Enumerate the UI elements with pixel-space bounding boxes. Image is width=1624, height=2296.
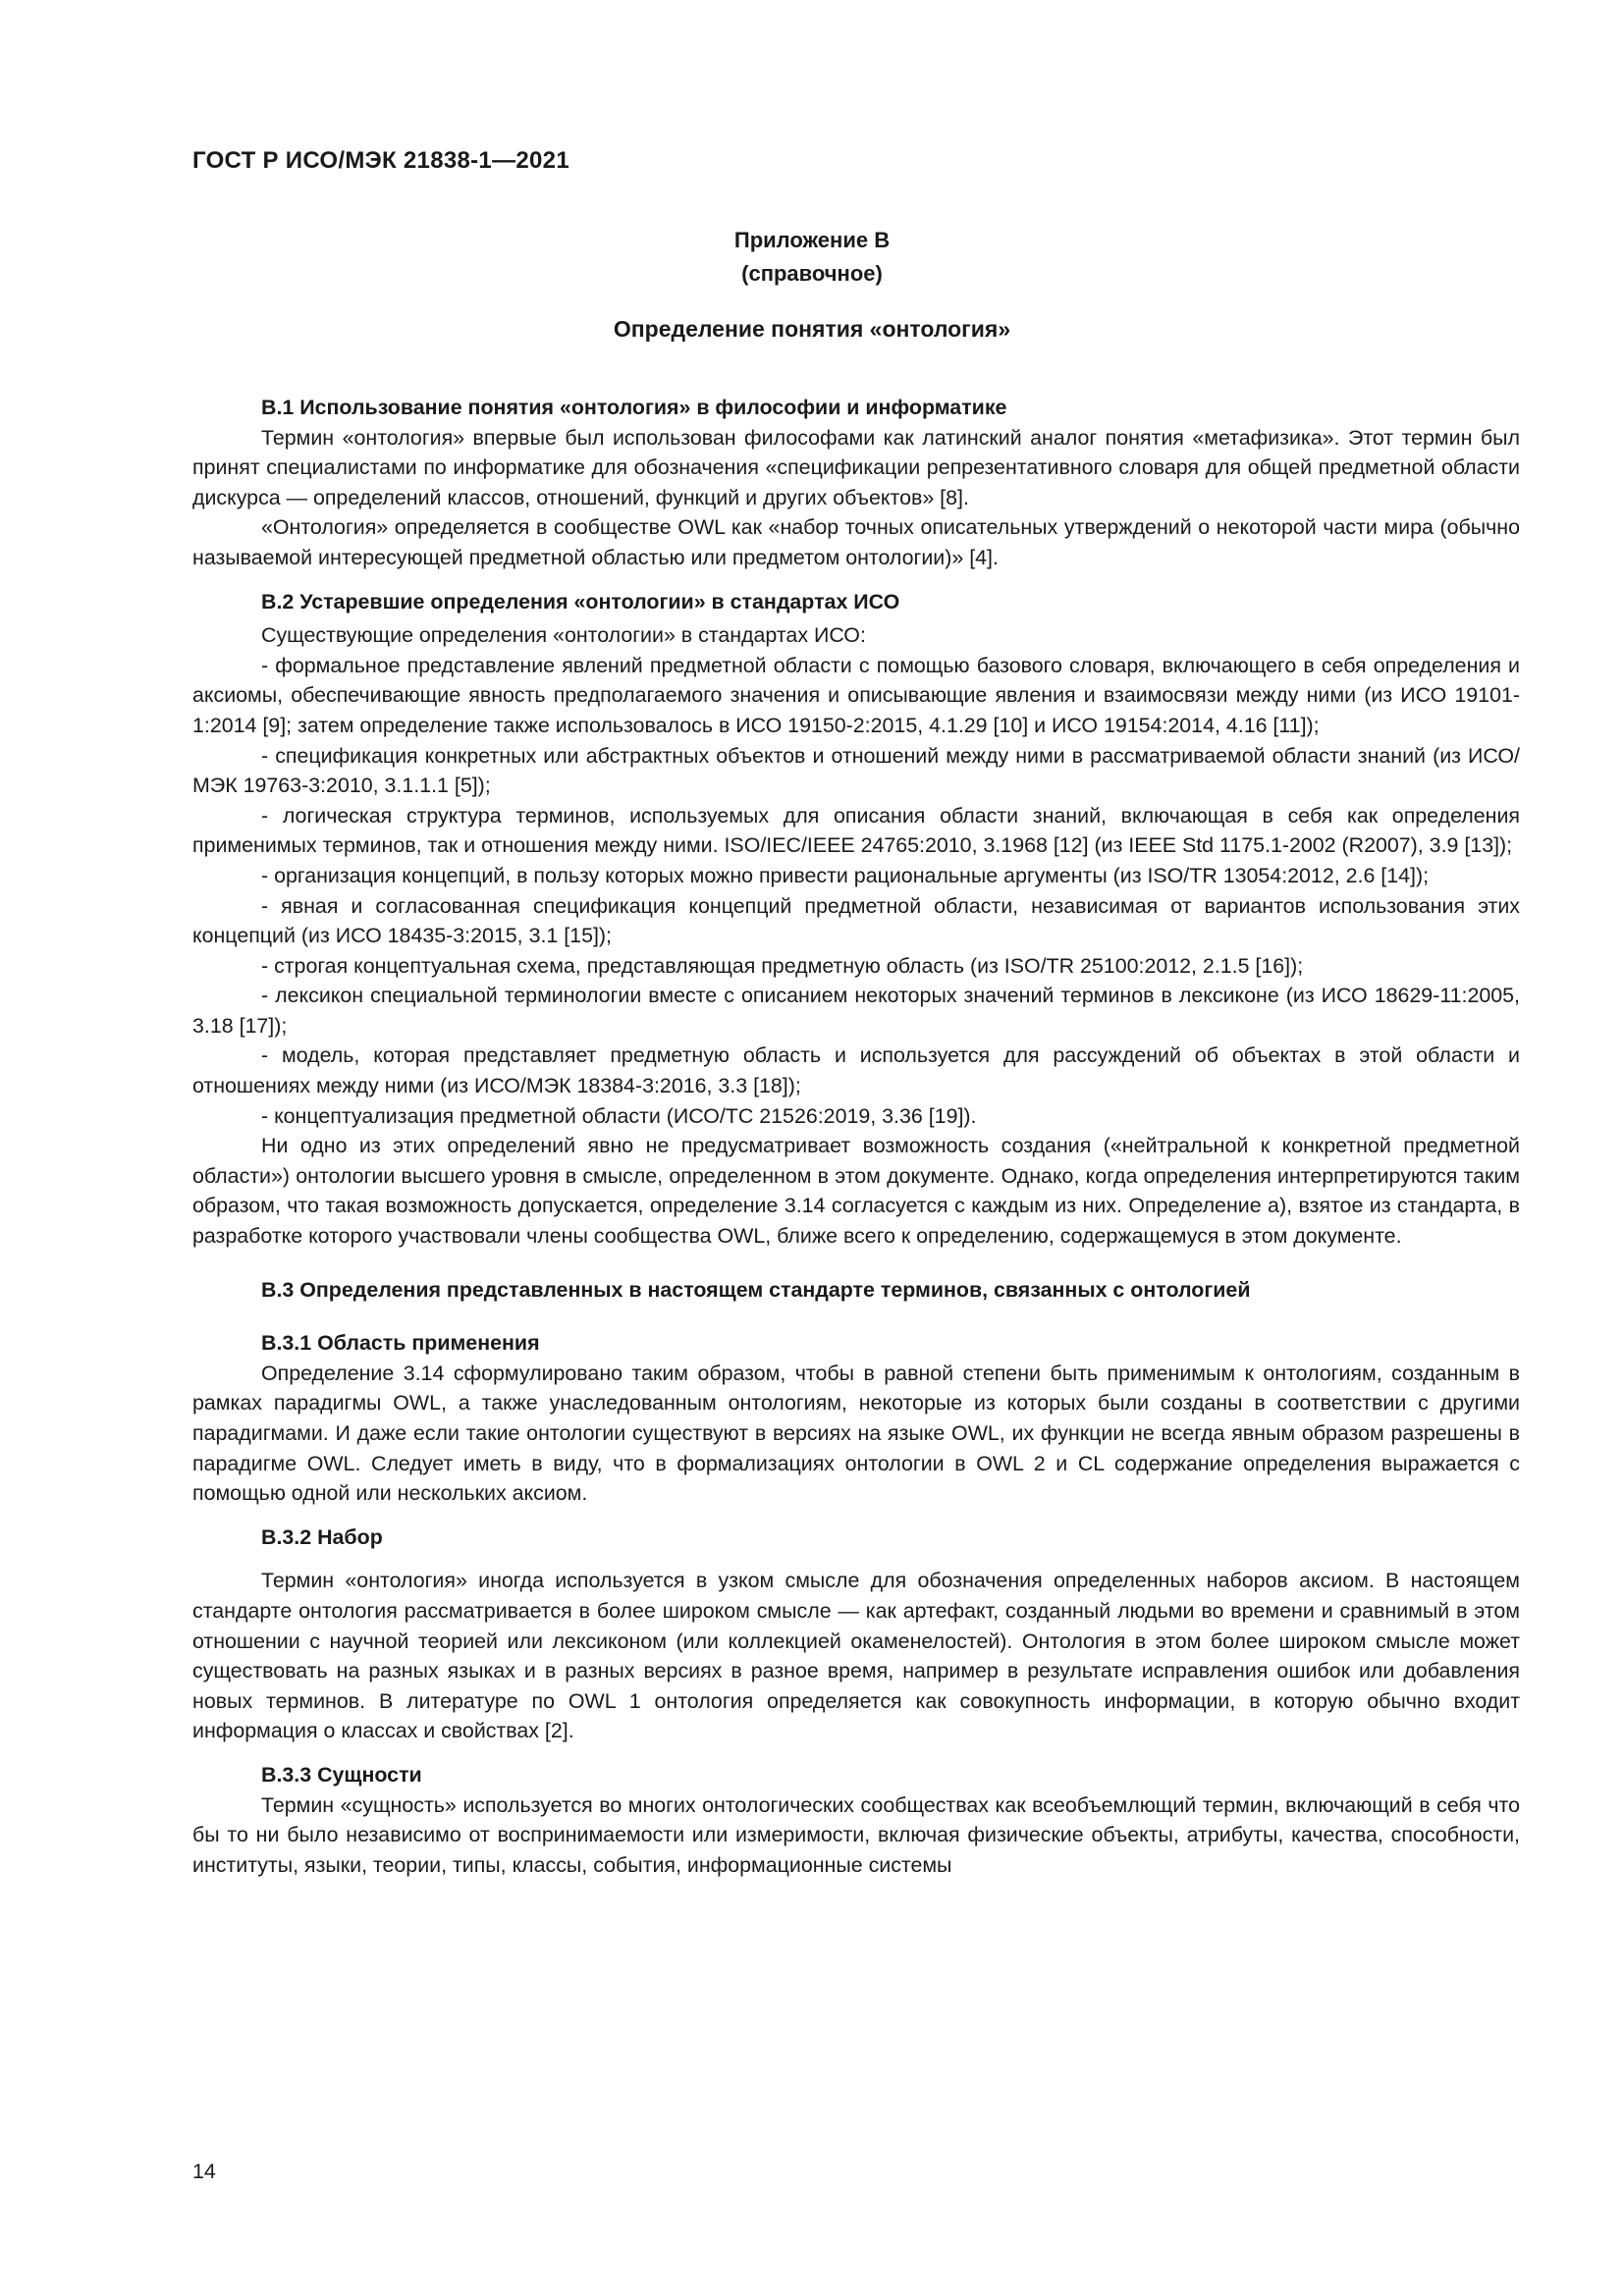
list-item: - спецификация конкретных или абстрактных объектов и отношений между ними в рассматриваемой области знаний (из ИСО/МЭК 19763-3:2010, 3.1.1.1 [5]); [192,743,1520,798]
list-item: - модель, которая представляет предметную область и используется для рассуждений об объектах в этой области и отношениях между ними (из ИСО/МЭК 18384-3:2016, 3.3 [18]); [192,1043,1520,1098]
paragraph: Определение 3.14 сформулировано таким образом, чтобы в равной степени быть применимым к онтологиям, созданным в рамках парадигмы OWL, а также унаследованным онтологиям, некоторые из которых были созданы в соответствии с другими парадигмами. И даже если такие онтологии существуют в версиях на языке OWL, их функции не всегда явным образом разрешены в парадигме OWL. Следует иметь в виду, что в формализациях онтологии в OWL 2 и CL содержание определения выражается с помощью одной или нескольких аксиом. [192,1361,1520,1506]
standard-designation: ГОСТ Р ИСО/МЭК 21838-1—2021 [192,147,569,174]
section-heading-b1: В.1 Использование понятия «онтология» в философии и информатике [261,396,1007,419]
paragraph: Термин «сущность» используется во многих онтологических сообществах как всеобъемлющий термин, включающий в себя что бы то ни было независимо от воспринимаемости или измеримости, включая физические объекты, атрибуты, качества, способности, институты, языки, теории, типы, классы, события, информационные системы [192,1792,1520,1877]
paragraph: Термин «онтология» впервые был использован философами как латинский аналог понятия «метафизика». Этот термин был принят специалистами по информатике для обозначения «спецификации репрезентативного словаря для общей предметной области дискурса — определений классов, отношений, функций и других объектов» [8]. [192,425,1520,509]
appendix-status: (справочное) [741,261,883,286]
subsection-heading-b31: В.3.1 Область применения [261,1331,540,1356]
list-item: - организация концепций, в пользу которых можно привести рациональные аргументы (из ISO/TR 13054:2012, 2.6 [14]); [261,863,1430,887]
subsection-heading-b32: В.3.2 Набор [261,1524,383,1549]
appendix-label-block [0,224,1624,291]
appendix-title: Определение понятия «онтология» [613,316,1011,342]
section-heading-b3: В.3 Определения представленных в настоящем стандарте терминов, связанных с онтологией [261,1277,1251,1302]
paragraph: «Онтология» определяется в сообществе OWL как «набор точных описательных утверждений о некоторой части мира (обычно называемой интересующей предметной областью или предметом онтологии)» [4]. [192,515,1520,569]
list-item: - явная и согласованная спецификация концепций предметной области, независимая от вариантов использования этих концепций (из ИСО 18435-3:2015, 3.1 [15]); [192,893,1520,948]
subsection-heading-b33: В.3.3 Сущности [261,1762,422,1787]
list-item: - лексикон специальной терминологии вместе с описанием некоторых значений терминов в лексиконе (из ИСО 18629-11:2005, 3.18 [17]); [192,984,1520,1038]
paragraph: Термин «онтология» иногда используется в узком смысле для обозначения определенных наборов аксиом. В настоящем стандарте онтология рассматривается в более широком смысле — как артефакт, созданный людьми во времени и сравнимый в этом отношении с научной теорией или лексиконом (или коллекцией окаменелостей). Онтология в этом более широком смысле может существовать на разных языках и в разных версиях в разное время, например в результате исправления ошибок или добавления новых терминов. В литературе по OWL 1 онтология определяется как совокупность информации, в которую обычно входит информация о классах и свойствах [2]. [192,1569,1520,1743]
list-item: - логическая структура терминов, используемых для описания области знаний, включающая в себя как определения применимых терминов, так и отношения между ними. ISO/IEC/IEEE 24765:2010, 3.1968 [12] (из IEEE Std 1175.1-2002 (R2007), 3.9 [13]); [192,803,1520,858]
list-item: - концептуализация предметной области (ИСО/ТС 21526:2019, 3.36 [19]). [261,1103,977,1128]
list-item: - формальное представление явлений предметной области с помощью базового словаря, включающего в себя определения и аксиомы, обеспечивающие явность предполагаемого значения и описывающие явления и взаимосвязи между ними (из ИСО 19101-1:2014 [9]; затем определение также использовалось в ИСО 19150-2:2015, 4.1.29 [10] и ИСО 19154:2014, 4.16 [11]); [192,653,1520,737]
section-heading-b2: В.2 Устаревшие определения «онтологии» в стандартах ИСО [261,589,900,614]
appendix-label: Приложение В [733,228,891,252]
paragraph: Существующие определения «онтологии» в стандартах ИСО: [261,623,866,648]
page-number: 14 [192,2160,216,2183]
list-item: - строгая концептуальная схема, представляющая предметную область (из ISO/TR 25100:2012, 2.1.5 [16]); [261,953,1304,978]
paragraph: Ни одно из этих определений явно не предусматривает возможность создания («нейтральной к конкретной предметной области») онтологии высшего уровня в смысле, определенном в этом документе. Однако, когда определения интерпретируются таким образом, что такая возможность допускается, определение 3.14 согласуется с каждым из них. Определение а), взятое из стандарта, в разработке которого участвовали члены сообщества OWL, ближе всего к определению, содержащемуся в этом документе. [192,1134,1520,1249]
document-body [192,393,1520,1880]
